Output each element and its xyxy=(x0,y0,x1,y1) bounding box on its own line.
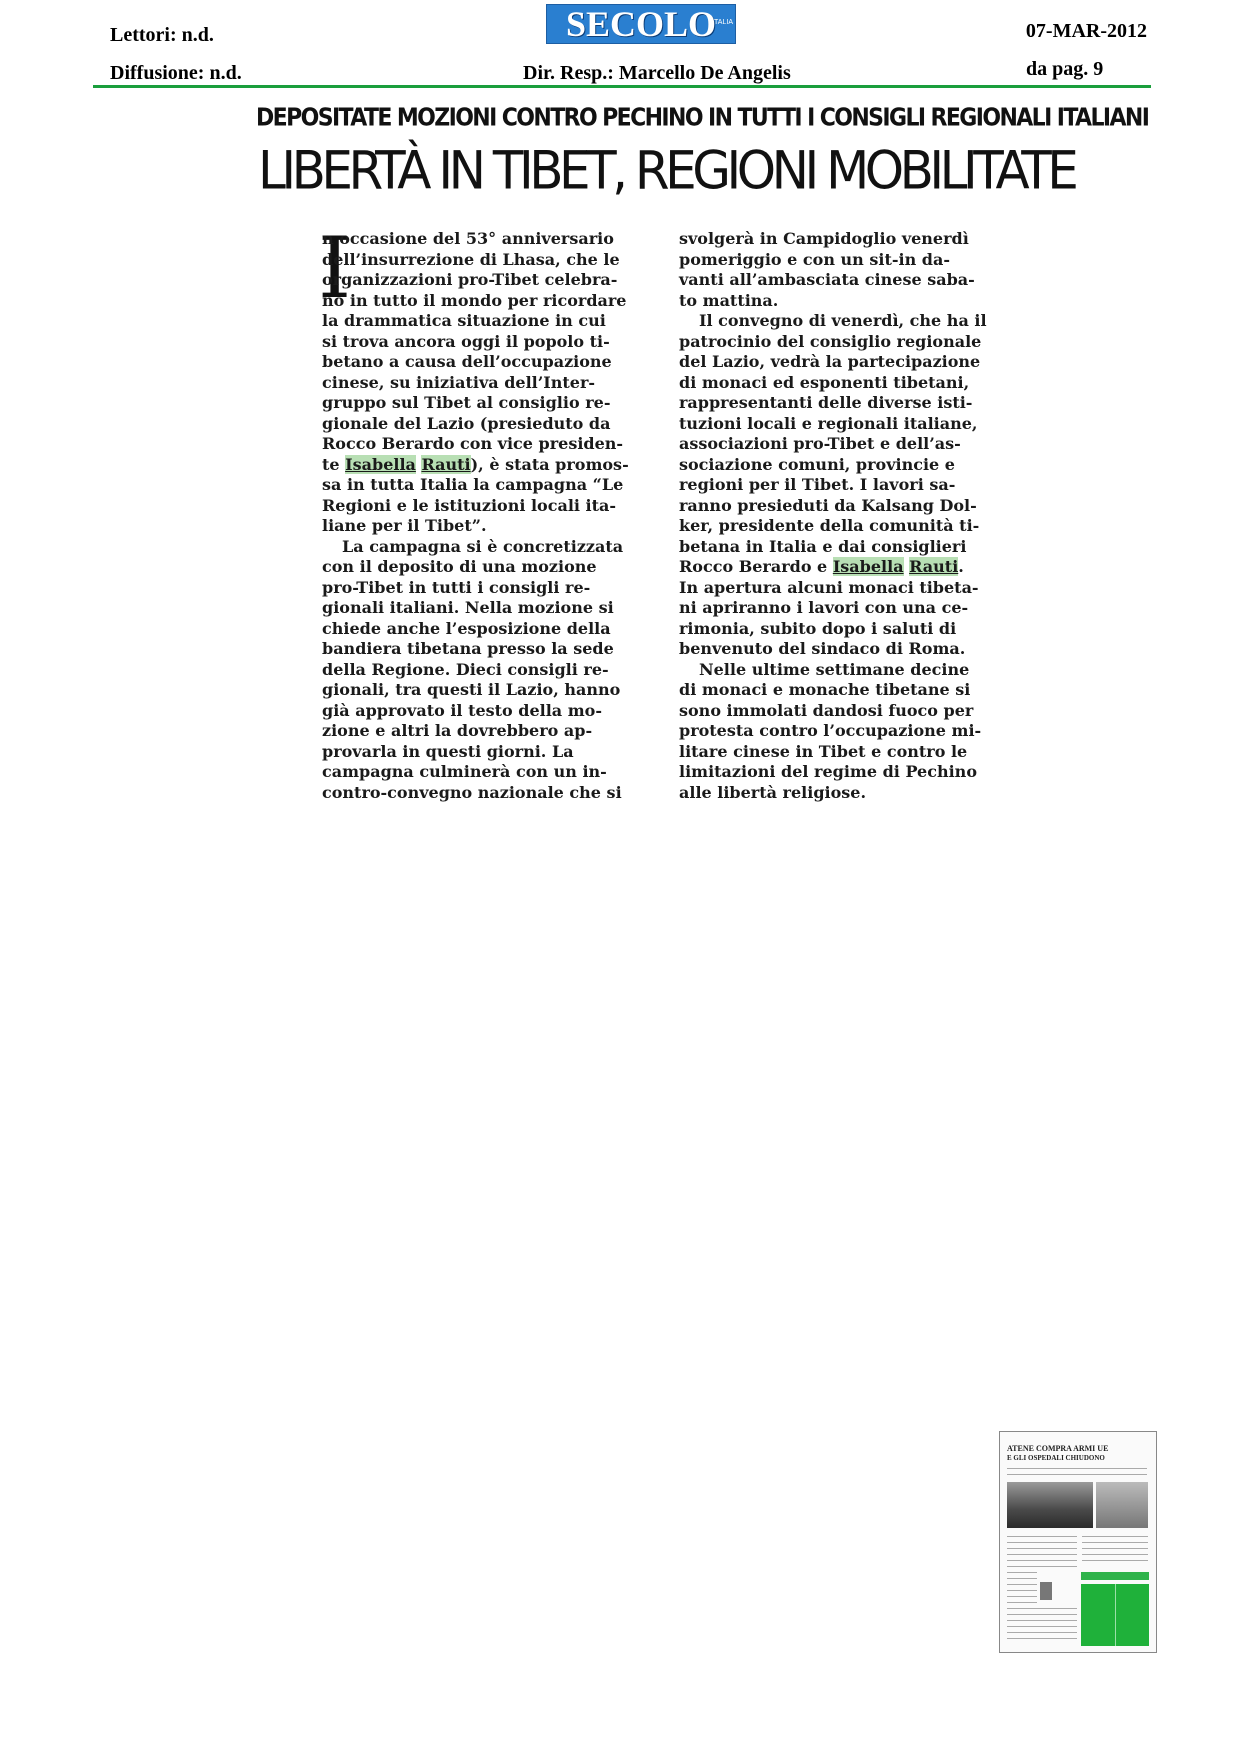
article-line: contro-convegno nazionale che si xyxy=(322,782,622,802)
article-line: patrocinio del consiglio regionale xyxy=(679,331,982,351)
article-line: del Lazio, vedrà la partecipazione xyxy=(679,352,981,371)
article-column-2 xyxy=(679,229,987,803)
thumbnail-text-line xyxy=(1082,1542,1148,1543)
article-line: con il deposito di una mozione xyxy=(322,557,597,576)
article-line: regioni per il Tibet. I lavori sa- xyxy=(679,475,956,494)
thumbnail-portrait xyxy=(1040,1582,1052,1600)
thumbnail-text-line xyxy=(1007,1596,1037,1597)
col2-paragraph-1 xyxy=(679,229,974,311)
article-line: n occasione del 53° anniversario xyxy=(322,229,614,248)
article-line: bandiera tibetana presso la sede xyxy=(322,639,614,658)
thumbnail-text-line xyxy=(1007,1626,1077,1627)
article-line: ni apriranno i lavori con una ce- xyxy=(679,598,969,617)
logo-wordmark: SECOLO xyxy=(565,4,717,44)
col1-paragraph-1 xyxy=(322,229,652,455)
article-line: rimonia, subito dopo i saluti di xyxy=(679,618,957,638)
article-line: ranno presieduti da Kalsang Dol- xyxy=(679,495,977,515)
article-line: alle libertà religiose. xyxy=(679,782,867,802)
thumbnail-text-line xyxy=(1007,1608,1077,1609)
thumbnail-text-line xyxy=(1082,1560,1148,1561)
thumbnail-text-line xyxy=(1007,1572,1037,1573)
thumbnail-text-line xyxy=(1082,1548,1148,1549)
article-line: limitazioni del regime di Pechino xyxy=(679,762,977,781)
article-line: gruppo sul Tibet al consiglio re- xyxy=(322,393,611,412)
thumbnail-photo-secondary xyxy=(1096,1482,1148,1528)
readers-label: Lettori: n.d. xyxy=(110,24,214,46)
article-line: organizzazioni pro-Tibet celebra- xyxy=(322,270,618,289)
thumbnail-text-line xyxy=(1007,1560,1077,1561)
article-line: pro-Tibet in tutti i consigli re- xyxy=(322,577,591,597)
article-line: sono immolati dandosi fuoco per xyxy=(679,700,974,720)
article-line: di monaci ed esponenti tibetani, xyxy=(679,372,970,392)
article-line: tuzioni locali e regionali italiane, xyxy=(679,413,978,433)
thumbnail-title: ATENE COMPRA ARMI UE xyxy=(1007,1444,1109,1453)
article-line: della Regione. Dieci consigli re- xyxy=(322,659,609,679)
thumbnail-subtitle: E GLI OSPEDALI CHIUDONO xyxy=(1007,1454,1105,1462)
thumbnail-text-line xyxy=(1082,1536,1148,1537)
col2-line-name: Rocco Berardo e Isabella Rauti. xyxy=(679,557,964,576)
page-thumbnail xyxy=(999,1431,1157,1653)
article-line: pomeriggio e con un sit-in da- xyxy=(679,249,950,269)
circulation-label: Diffusione: n.d. xyxy=(110,62,242,84)
article-column-1 xyxy=(322,229,652,803)
article-kicker: DEPOSITATE MOZIONI CONTRO PECHINO IN TUTTI I CONSIGLI REGIONALI ITALIANI xyxy=(256,104,1149,132)
col1-paragraph-2 xyxy=(322,537,652,804)
thumbnail-photo xyxy=(1007,1482,1093,1528)
article-line: litare cinese in Tibet e contro le xyxy=(679,741,968,761)
col2-paragraph-4 xyxy=(679,659,982,804)
article-line: associazioni pro-Tibet e dell’as- xyxy=(679,434,961,453)
thumbnail-text-line xyxy=(1007,1548,1077,1549)
logo-subtext: ITALIA xyxy=(712,19,733,26)
article-line: sa in tutta Italia la campagna “Le xyxy=(322,475,624,494)
thumbnail-text-line xyxy=(1082,1554,1148,1555)
thumbnail-text-line xyxy=(1007,1578,1037,1579)
article-line: gionale del Lazio (presieduto da xyxy=(322,413,611,433)
thumbnail-text-line xyxy=(1007,1614,1077,1615)
header-divider xyxy=(93,85,1151,88)
article-line: gionali, tra questi il Lazio, hanno xyxy=(322,680,621,699)
thumbnail-text-line xyxy=(1007,1620,1077,1621)
article-line: betana in Italia e dai consiglieri xyxy=(679,536,967,556)
article-line: vanti all’ambasciata cinese saba- xyxy=(679,270,975,289)
thumbnail-text-line xyxy=(1007,1566,1077,1567)
thumbnail-text-line xyxy=(1007,1584,1037,1585)
thumbnail-article-header xyxy=(1081,1572,1149,1580)
col1-paragraph-1-end xyxy=(322,475,652,537)
thumbnail-text-line xyxy=(1007,1590,1037,1591)
thumbnail-text-line xyxy=(1007,1632,1077,1633)
article-line: sociazione comuni, provincie e xyxy=(679,454,955,474)
thumbnail-text-line xyxy=(1007,1468,1147,1469)
highlight-name-first: Isabella xyxy=(345,454,416,474)
drop-cap: I xyxy=(318,219,352,317)
article-line: liane per il Tibet”. xyxy=(322,516,487,535)
editor-in-chief: Dir. Resp.: Marcello De Angelis xyxy=(523,62,791,84)
article-line: gionali italiani. Nella mozione si xyxy=(322,598,614,617)
thumbnail-text-line xyxy=(1007,1554,1077,1555)
article-line: no in tutto il mondo per ricordare xyxy=(322,290,627,310)
article-line: provarla in questi giorni. La xyxy=(322,741,574,761)
highlight-name-first-2: Isabella xyxy=(832,557,904,576)
page-reference: da pag. 9 xyxy=(1026,58,1104,80)
article-line: rappresentanti delle diverse isti- xyxy=(679,393,973,412)
article-line: zione e altri la dovrebbero ap- xyxy=(322,721,593,740)
thumbnail-text-line xyxy=(1007,1474,1147,1475)
col2-paragraph-3 xyxy=(679,577,979,660)
newspaper-logo xyxy=(546,4,736,44)
article-line: la drammatica situazione in cui xyxy=(322,311,606,330)
article-line: svolgerà in Campidoglio venerdì xyxy=(679,229,969,248)
thumbnail-column-gutter xyxy=(1115,1584,1116,1646)
col2-paragraph-2 xyxy=(679,311,987,557)
article-line: betano a causa dell’occupazione xyxy=(322,352,612,371)
article-line: dell’insurrezione di Lhasa, che le xyxy=(322,249,620,269)
article-line: benvenuto del sindaco di Roma. xyxy=(679,639,966,658)
highlight-name-last: Rauti xyxy=(421,454,471,474)
thumbnail-text-line xyxy=(1007,1536,1077,1537)
highlight-name-last-2: Rauti xyxy=(909,557,959,576)
article-headline: LIBERTÀ IN TIBET, REGIONI MOBILITATE xyxy=(258,140,1075,201)
article-line: Regioni e le istituzioni locali ita- xyxy=(322,495,617,515)
article-line: si trova ancora oggi il popolo ti- xyxy=(322,331,610,351)
thumbnail-text-line xyxy=(1007,1602,1037,1603)
article-line: cinese, su iniziativa dell’Inter- xyxy=(322,372,596,392)
publication-date: 07-MAR-2012 xyxy=(1025,20,1147,42)
article-line: già approvato il testo della mo- xyxy=(322,700,602,720)
article-line: Il convegno di venerdì, che ha il xyxy=(699,311,987,330)
thumbnail-text-line xyxy=(1007,1638,1077,1639)
article-line: Nelle ultime settimane decine xyxy=(699,659,970,679)
article-line: di monaci e monache tibetane si xyxy=(679,680,971,699)
article-line: ker, presidente della comunità ti- xyxy=(679,516,980,535)
thumbnail-text-line xyxy=(1007,1542,1077,1543)
article-line: chiede anche l’esposizione della xyxy=(322,618,611,638)
article-line: La campagna si è concretizzata xyxy=(342,536,624,556)
article-line: In apertura alcuni monaci tibeta- xyxy=(679,577,979,597)
article-line: campagna culminerà con un in- xyxy=(322,762,607,781)
article-line: to mattina. xyxy=(679,290,779,310)
col1-line-name: te Isabella Rauti), è stata promos- xyxy=(322,454,629,474)
article-line: Rocco Berardo con vice presiden- xyxy=(322,434,624,453)
article-line: protesta contro l’occupazione mi- xyxy=(679,721,982,740)
